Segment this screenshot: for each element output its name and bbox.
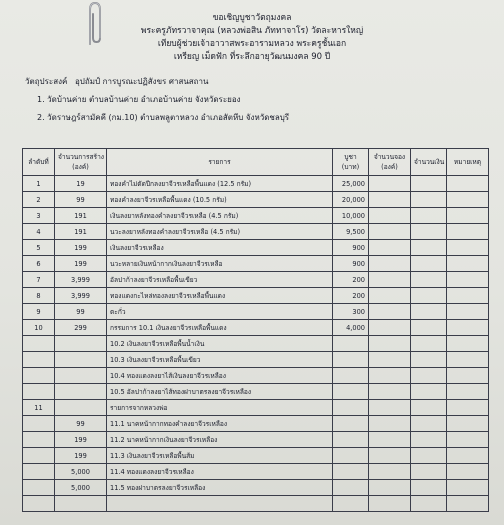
row-note — [447, 304, 489, 320]
row-quantity — [55, 400, 107, 416]
row-note — [447, 368, 489, 384]
row-quantity: 199 — [55, 448, 107, 464]
row-item: เงินลงยาหลังทองคำลงยาจีวรเหลือ (4.5 กรัม) — [107, 208, 333, 224]
row-number: 7 — [23, 272, 55, 288]
row-reserve — [369, 192, 411, 208]
row-price — [333, 448, 369, 464]
purpose-line — [25, 76, 289, 88]
row-amount — [411, 384, 447, 400]
row-amount — [411, 336, 447, 352]
row-reserve — [369, 288, 411, 304]
row-price — [333, 432, 369, 448]
row-reserve — [369, 224, 411, 240]
header-note: หมายเหตุ — [447, 149, 489, 176]
row-amount — [411, 208, 447, 224]
row-quantity — [55, 384, 107, 400]
row-amount — [411, 240, 447, 256]
row-amount — [411, 288, 447, 304]
row-reserve — [369, 464, 411, 480]
table-row — [23, 224, 489, 240]
row-price — [333, 352, 369, 368]
header-monk-name: พระครูภัทรวาจาคุณ (หลวงพ่อสิน ภัททาจาโร) วัดละหารใหญ่ — [140, 26, 364, 36]
row-reserve — [369, 368, 411, 384]
table-row — [23, 496, 489, 512]
row-item: ตะกั่ว — [107, 304, 333, 320]
row-note — [447, 224, 489, 240]
row-note — [447, 432, 489, 448]
row-amount — [411, 496, 447, 512]
row-note — [447, 400, 489, 416]
row-item: ทองคำไม่ตัดปีกลงยาจีวรเหลือพื้นแดง (12.5 กรัม) — [107, 176, 333, 192]
row-note — [447, 176, 489, 192]
row-reserve — [369, 272, 411, 288]
header-invitation: ขอเชิญบูชาวัตถุมงคล — [212, 13, 292, 23]
row-reserve — [369, 400, 411, 416]
row-quantity: 199 — [55, 240, 107, 256]
row-quantity: 19 — [55, 176, 107, 192]
table-row — [23, 288, 489, 304]
row-quantity — [55, 368, 107, 384]
header-no: ลำดับที่ — [23, 149, 55, 176]
row-number — [23, 416, 55, 432]
row-quantity — [55, 496, 107, 512]
row-price: 25,000 — [333, 176, 369, 192]
row-amount — [411, 192, 447, 208]
table-row — [23, 432, 489, 448]
row-number — [23, 464, 55, 480]
row-price: 900 — [333, 240, 369, 256]
table-row — [23, 256, 489, 272]
row-price: 300 — [333, 304, 369, 320]
row-item: นวะหลายเงินหน้ากากเงินลงยาจีวรเหลือ — [107, 256, 333, 272]
document-header — [0, 12, 504, 64]
row-number — [23, 432, 55, 448]
row-amount — [411, 176, 447, 192]
row-item: เงินลงยาจีวรเหลือง — [107, 240, 333, 256]
header-qty: จำนวนการสร้าง (องค์) — [55, 149, 107, 176]
purpose-item-1: 1. วัดบ้านค่าย ตำบลบ้านค่าย อำเภอบ้านค่าย จังหวัดระยอง — [37, 95, 241, 104]
row-reserve — [369, 304, 411, 320]
purpose-label: วัตถุประสงค์ — [25, 77, 68, 86]
header-amount: จำนวนเงิน — [411, 149, 447, 176]
row-quantity — [55, 336, 107, 352]
row-item: ทองแดงกะไหล่ทองลงยาจีวรเหลือพื้นแดง — [107, 288, 333, 304]
row-note — [447, 496, 489, 512]
row-reserve — [369, 240, 411, 256]
row-reserve — [369, 416, 411, 432]
row-price — [333, 480, 369, 496]
row-number — [23, 336, 55, 352]
row-amount — [411, 400, 447, 416]
header-rank: เทียบผู้ช่วยเจ้าอาวาสพระอารามหลวง พระครูชั้นเอก — [157, 39, 347, 49]
row-price — [333, 336, 369, 352]
row-item: ทองคำลงยาจีวรเหลือพื้นแดง (10.5 กรัม) — [107, 192, 333, 208]
row-number: 11 — [23, 400, 55, 416]
row-amount — [411, 448, 447, 464]
row-number: 1 — [23, 176, 55, 192]
row-reserve — [369, 480, 411, 496]
row-reserve — [369, 176, 411, 192]
table-row — [23, 416, 489, 432]
row-note — [447, 464, 489, 480]
purpose-item-2: 2. วัดราษฎร์สามัคคี (กม.10) ตำบลพลูตาหลวง อำเภอสัตหีบ จังหวัดชลบุรี — [37, 113, 290, 122]
row-amount — [411, 256, 447, 272]
table-row — [23, 368, 489, 384]
row-price: 20,000 — [333, 192, 369, 208]
table-row — [23, 448, 489, 464]
row-amount — [411, 320, 447, 336]
table-row — [23, 400, 489, 416]
row-reserve — [369, 208, 411, 224]
row-amount — [411, 432, 447, 448]
row-price: 4,000 — [333, 320, 369, 336]
row-reserve — [369, 336, 411, 352]
purpose-text: อุปถัมป์ การบูรณะปฏิสังขร ศาสนสถาน — [74, 77, 209, 86]
row-amount — [411, 304, 447, 320]
row-item: 10.4 ทองแดงลงยาไส้เงินลงยาจีวรเหลือง — [107, 368, 333, 384]
table-row — [23, 208, 489, 224]
header-price: บูชา (บาท) — [333, 149, 369, 176]
row-item: 11.4 ทองแดงลงยาจีวรเหลือง — [107, 464, 333, 480]
table-row — [23, 336, 489, 352]
header-reserve: จำนวนจอง (องค์) — [369, 149, 411, 176]
row-item: 11.5 ทองฝาบาตรลงยาจีวรเหลือง — [107, 480, 333, 496]
row-number: 10 — [23, 320, 55, 336]
table-row — [23, 304, 489, 320]
row-price — [333, 496, 369, 512]
row-number: 4 — [23, 224, 55, 240]
row-reserve — [369, 496, 411, 512]
row-quantity: 99 — [55, 192, 107, 208]
row-note — [447, 256, 489, 272]
row-note — [447, 240, 489, 256]
row-quantity: 199 — [55, 256, 107, 272]
row-reserve — [369, 448, 411, 464]
row-quantity — [55, 352, 107, 368]
table-row — [23, 240, 489, 256]
row-quantity: 299 — [55, 320, 107, 336]
row-item: รายการจากหลวงพ่อ — [107, 400, 333, 416]
row-price — [333, 400, 369, 416]
row-number — [23, 384, 55, 400]
row-number — [23, 496, 55, 512]
row-item: 10.3 เงินลงยาจีวรเหลือพื้นเขียว — [107, 352, 333, 368]
row-price: 200 — [333, 288, 369, 304]
row-amount — [411, 352, 447, 368]
row-note — [447, 192, 489, 208]
row-quantity: 3,999 — [55, 288, 107, 304]
row-amount — [411, 416, 447, 432]
row-amount — [411, 464, 447, 480]
row-number: 6 — [23, 256, 55, 272]
row-price — [333, 384, 369, 400]
row-quantity: 5,000 — [55, 464, 107, 480]
row-quantity: 3,999 — [55, 272, 107, 288]
row-item: 11.2 นาคหน้ากากเงินลงยาจีวรเหลือง — [107, 432, 333, 448]
row-item: 10.2 เงินลงยาจีวรเหลือพื้นน้ำเงิน — [107, 336, 333, 352]
row-number: 3 — [23, 208, 55, 224]
row-number — [23, 368, 55, 384]
row-note — [447, 208, 489, 224]
row-note — [447, 416, 489, 432]
table-row — [23, 384, 489, 400]
row-number: 5 — [23, 240, 55, 256]
row-item: อัลปาก้าลงยาจีวรเหลือพื้นเขียว — [107, 272, 333, 288]
table-header-row — [23, 149, 489, 176]
row-price: 10,000 — [333, 208, 369, 224]
row-reserve — [369, 384, 411, 400]
row-note — [447, 448, 489, 464]
row-note — [447, 384, 489, 400]
row-note — [447, 352, 489, 368]
table-row — [23, 192, 489, 208]
row-item: 11.1 นาคหน้ากากทองคำลงยาจีวรเหลือง — [107, 416, 333, 432]
row-note — [447, 336, 489, 352]
row-quantity: 99 — [55, 416, 107, 432]
table-row — [23, 272, 489, 288]
row-price: 200 — [333, 272, 369, 288]
row-price: 9,500 — [333, 224, 369, 240]
table-row — [23, 464, 489, 480]
row-price — [333, 416, 369, 432]
row-number: 9 — [23, 304, 55, 320]
row-number — [23, 352, 55, 368]
row-item: นวะลงยาหลังทองคำลงยาจีวรเหลือ (4.5 กรัม) — [107, 224, 333, 240]
row-number: 8 — [23, 288, 55, 304]
row-quantity: 191 — [55, 224, 107, 240]
row-reserve — [369, 352, 411, 368]
row-amount — [411, 272, 447, 288]
row-quantity: 5,000 — [55, 480, 107, 496]
table-row — [23, 480, 489, 496]
row-quantity: 191 — [55, 208, 107, 224]
row-number — [23, 480, 55, 496]
header-coin-title: เหรียญ เม็ดฟัก ที่ระลึกอายุวัฒนมงคล 90 ปี — [173, 52, 331, 62]
row-price — [333, 368, 369, 384]
row-amount — [411, 224, 447, 240]
row-note — [447, 480, 489, 496]
row-amount — [411, 480, 447, 496]
row-reserve — [369, 432, 411, 448]
row-note — [447, 288, 489, 304]
table-row — [23, 352, 489, 368]
row-number — [23, 448, 55, 464]
purpose-section — [25, 76, 289, 124]
row-quantity: 99 — [55, 304, 107, 320]
row-item: กรรมการ 10.1 เงินลงยาจีวรเหลือพื้นแดง — [107, 320, 333, 336]
row-amount — [411, 368, 447, 384]
header-item: รายการ — [107, 149, 333, 176]
table-row — [23, 320, 489, 336]
row-price: 900 — [333, 256, 369, 272]
row-note — [447, 320, 489, 336]
row-item — [107, 496, 333, 512]
row-reserve — [369, 256, 411, 272]
row-reserve — [369, 320, 411, 336]
row-price — [333, 464, 369, 480]
items-table — [22, 148, 489, 512]
table-row — [23, 176, 489, 192]
row-quantity: 199 — [55, 432, 107, 448]
row-item: 11.3 เงินลงยาจีวรเหลือพื้นส้ม — [107, 448, 333, 464]
row-number: 2 — [23, 192, 55, 208]
row-note — [447, 272, 489, 288]
row-item: 10.5 อัลปาก้าลงยาไส้ทองฝาบาตรลงยาจีวรเหลือง — [107, 384, 333, 400]
